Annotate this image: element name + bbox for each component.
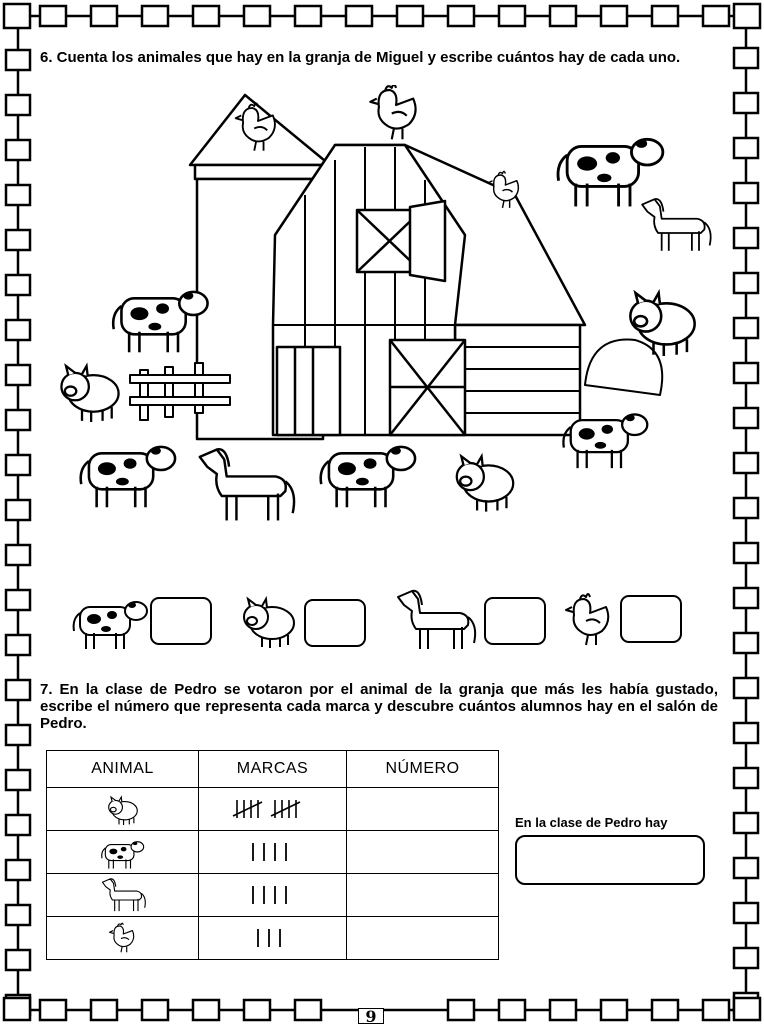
table-cell-animal bbox=[47, 788, 199, 831]
header-marcas: MARCAS bbox=[199, 751, 347, 788]
cow-icon bbox=[95, 832, 150, 872]
table-header-row bbox=[47, 751, 499, 788]
table-cell-number[interactable] bbox=[347, 917, 499, 960]
header-animal: ANIMAL bbox=[47, 751, 199, 788]
total-answer-box[interactable] bbox=[515, 835, 705, 885]
cow-count-box[interactable] bbox=[150, 597, 212, 645]
farm-illustration bbox=[45, 85, 720, 540]
scene-cow-2 bbox=[558, 139, 663, 206]
pig-icon bbox=[238, 585, 300, 655]
pig-icon bbox=[103, 789, 143, 829]
scene-horse-2 bbox=[642, 199, 711, 251]
chicken-icon bbox=[562, 585, 617, 655]
table-cell-tally bbox=[199, 874, 347, 917]
question-6-text: 6. Cuenta los animales que hay en la granja de Miguel y escribe cuántos hay de cada uno. bbox=[40, 49, 681, 66]
barn bbox=[273, 145, 585, 435]
table-row bbox=[47, 831, 499, 874]
horse-icon bbox=[98, 875, 148, 915]
table-row bbox=[47, 874, 499, 917]
chicken-count-box[interactable] bbox=[620, 595, 682, 643]
tally-table bbox=[46, 750, 499, 960]
scene-cow-4 bbox=[321, 447, 415, 507]
scene-chicken-2 bbox=[370, 85, 415, 139]
pig-count-box[interactable] bbox=[304, 599, 366, 647]
scene-horse-1 bbox=[200, 449, 294, 520]
cow-icon bbox=[70, 585, 150, 655]
table-cell-tally bbox=[199, 831, 347, 874]
hay-pile bbox=[585, 340, 662, 395]
scene-cow-5 bbox=[563, 414, 647, 468]
scene-pig-1 bbox=[61, 366, 118, 422]
table-cell-animal bbox=[47, 831, 199, 874]
page-number: 9 bbox=[358, 1008, 384, 1024]
scene-pig-3 bbox=[457, 456, 513, 511]
tally-marks bbox=[231, 796, 315, 822]
count-answer-row bbox=[60, 585, 680, 655]
tally-marks bbox=[252, 925, 293, 951]
table-cell-number[interactable] bbox=[347, 874, 499, 917]
scene-cow-1 bbox=[113, 292, 207, 352]
tally-marks bbox=[247, 839, 299, 865]
table-cell-number[interactable] bbox=[347, 831, 499, 874]
scene-cow-3 bbox=[81, 447, 175, 507]
table-row bbox=[47, 917, 499, 960]
chicken-icon bbox=[103, 918, 143, 958]
table-cell-animal bbox=[47, 917, 199, 960]
table-row bbox=[47, 788, 499, 831]
table-cell-number[interactable] bbox=[347, 788, 499, 831]
table-cell-tally bbox=[199, 917, 347, 960]
question-7-text: 7. En la clase de Pedro se votaron por el animal de la granja que más les había gustado, escribe el número que representa cada marca y descubre cuántos alumnos hay en el salón de Pedro. bbox=[40, 681, 718, 732]
tally-marks bbox=[247, 882, 299, 908]
horse-count-box[interactable] bbox=[484, 597, 546, 645]
horse-icon bbox=[390, 585, 480, 655]
header-numero: NÚMERO bbox=[347, 751, 499, 788]
table-cell-tally bbox=[199, 788, 347, 831]
table-cell-animal bbox=[47, 874, 199, 917]
total-label: En la clase de Pedro hay bbox=[515, 815, 668, 830]
